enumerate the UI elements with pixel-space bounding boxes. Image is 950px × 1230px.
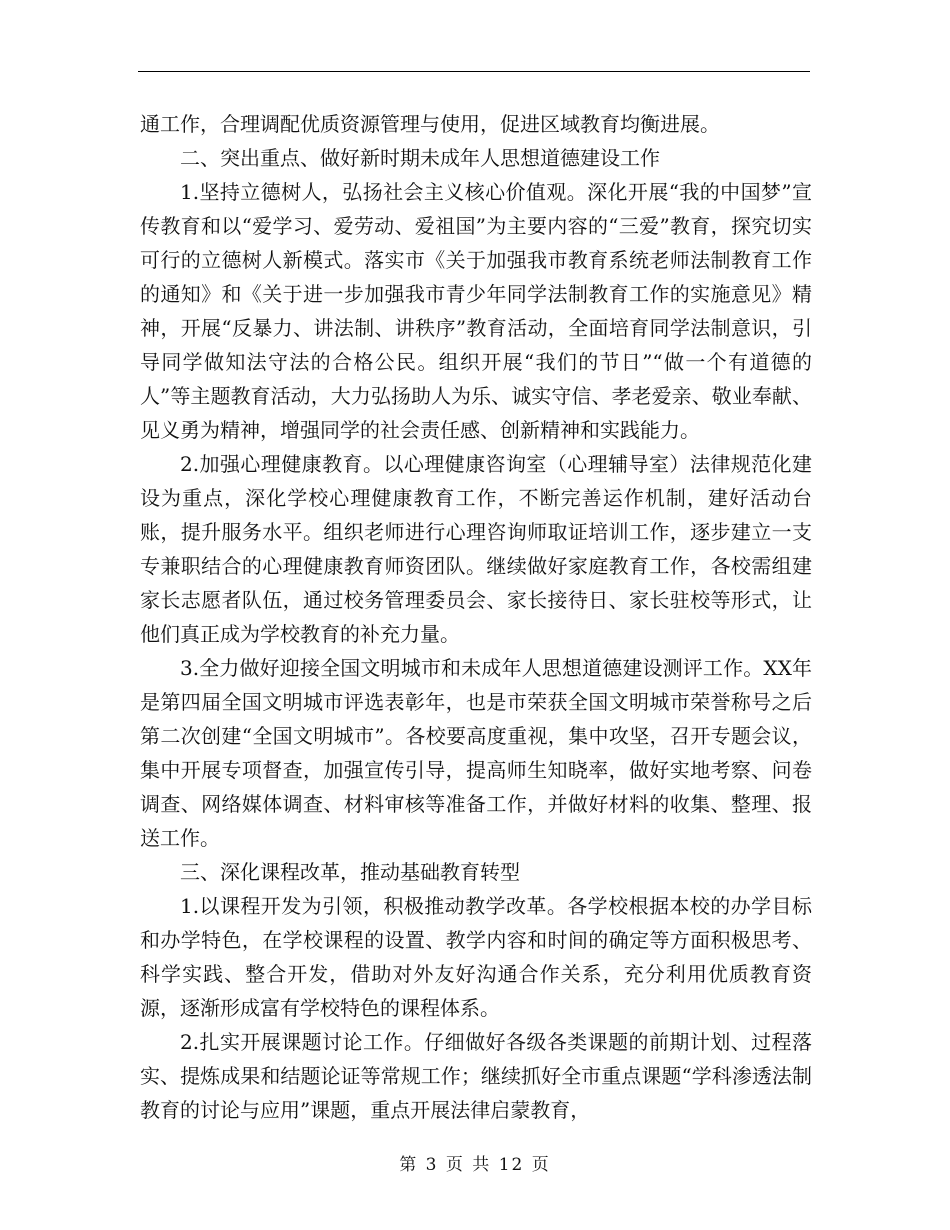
paragraph-continuation: 通工作，合理调配优质资源管理与使用，促进区域教育均衡进展。: [140, 112, 720, 136]
paragraph-3-2: 2.扎实开展课题讨论工作。仔细做好各级各类课题的前期计划、过程落实、提炼成果和结题论证等常规工作；继续抓好全市重点课题“学科渗透法制教育的讨论与应用”课题，重点开展法律启蒙教育，: [140, 1030, 812, 1122]
page-number-footer: 第 3 页 共 12 页: [399, 1155, 551, 1175]
paragraph-2-3: 3.全力做好迎接全国文明城市和未成年人思想道德建设测评工作。XX年是第四届全国文明城市评选表彰年，也是市荣获全国文明城市荣誉称号之后第二次创建“全国文明城市”。各校要高度重视，集中攻坚，召开专题会议，集中开展专项督查，加强宣传引导，提高师生知晓率，做好实地考察、问卷调查、网络媒体调查、材料审核等准备工作，并做好材料的收集、整理、报送工作。: [140, 656, 812, 850]
document-body: [140, 107, 812, 1127]
paragraph-2-2: 2.加强心理健康教育。以心理健康咨询室（心理辅导室）法律规范化建设为重点，深化学校心理健康教育工作，不断完善运作机制，建好活动台账，提升服务水平。组织老师进行心理咨询师取证培训工作，逐步建立一支专兼职结合的心理健康教育师资团队。继续做好家庭教育工作，各校需组建家长志愿者队伍，通过校务管理委员会、家长接待日、家长驻校等形式，让他们真正成为学校教育的补充力量。: [140, 452, 812, 646]
paragraph-2-1: 1.坚持立德树人，弘扬社会主义核心价值观。深化开展“我的中国梦”宣传教育和以“爱学习、爱劳动、爱祖国”为主要内容的“三爱”教育，探究切实可行的立德树人新模式。落实市《关于加强我市教育系统老师法制教育工作的通知》和《关于进一步加强我市青少年同学法制教育工作的实施意见》精神，开展“反暴力、讲法制、讲秩序”教育活动，全面培育同学法制意识，引导同学做知法守法的合格公民。组织开展“我们的节日”“做一个有道德的人”等主题教育活动，大力弘扬助人为乐、诚实守信、孝老爱亲、敬业奉献、见义勇为精神，增强同学的社会责任感、创新精神和实践能力。: [140, 180, 812, 442]
section-heading-3: 三、深化课程改革，推动基础教育转型: [180, 860, 520, 884]
header-rule: [138, 71, 810, 72]
paragraph-3-1: 1.以课程开发为引领，积极推动教学改革。各学校根据本校的办学目标和办学特色，在学校课程的设置、教学内容和时间的确定等方面积极思考、科学实践、整合开发，借助对外友好沟通合作关系，充分利用优质教育资源，逐渐形成富有学校特色的课程体系。: [140, 894, 812, 1020]
section-heading-2: 二、突出重点、做好新时期未成年人思想道德建设工作: [180, 146, 660, 170]
